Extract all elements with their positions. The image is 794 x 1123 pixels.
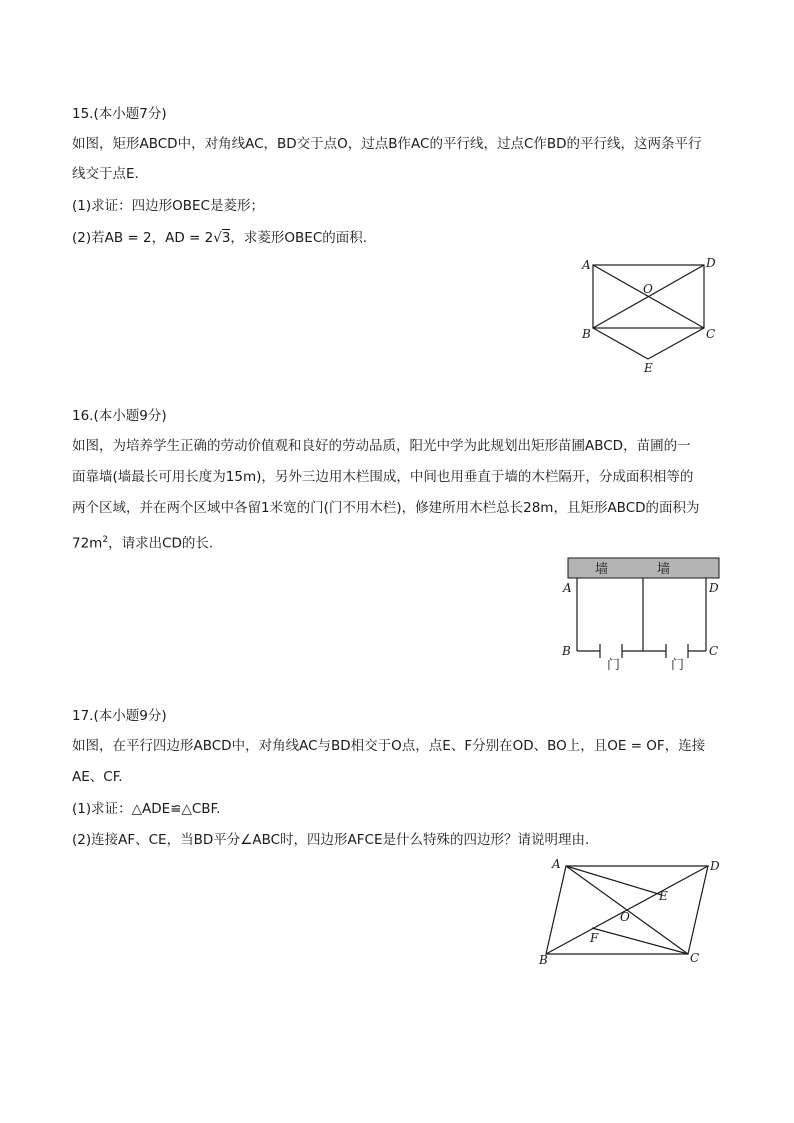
label-b: B xyxy=(582,327,591,341)
label-a: A xyxy=(582,258,591,272)
label-e: E xyxy=(644,361,653,375)
label-b: B xyxy=(562,644,571,658)
label-c: C xyxy=(706,327,716,341)
q16-stem-line2: 面靠墙(墙最长可用长度为15m)，另外三边用木栏围成，中间也用垂直于墙的木栏隔开，分成面积相等的 xyxy=(72,469,694,485)
q17-part2: (2)连接AF、CE，当BD平分∠ABC时，四边形AFCE是什么特殊的四边形？请说明理由. xyxy=(72,832,590,848)
q15-stem-line2: 线交于点E. xyxy=(72,166,139,182)
label-b: B xyxy=(539,953,548,967)
q15-part2-prefix: (2)若AB = 2，AD = 2 xyxy=(72,230,214,246)
door-label-right: 门 xyxy=(671,658,685,673)
label-c: C xyxy=(709,644,719,658)
label-o: O xyxy=(620,910,630,924)
q17-stem-line1: 如图，在平行四边形ABCD中，对角线AC与BD相交于O点，点E、F分别在OD、BO上，且OE = OF，连接 xyxy=(72,738,706,754)
q16-area-value: 72m xyxy=(72,535,103,552)
q16-stem-line1: 如图，为培养学生正确的劳动价值观和良好的劳动品质，阳光中学为此规划出矩形苗圃ABCD，苗圃的一 xyxy=(72,438,691,454)
q15-part1: (1)求证：四边形OBEC是菱形； xyxy=(72,198,264,214)
door-label-left: 门 xyxy=(607,658,621,673)
q15-part2 xyxy=(72,228,367,248)
wall-label-right: 墙 xyxy=(657,562,671,577)
q15-figure xyxy=(578,255,718,375)
label-a: A xyxy=(563,581,572,595)
q17-part1: (1)求证：△ADE≌△CBF. xyxy=(72,801,221,817)
q16-area-exponent: 2 xyxy=(102,535,109,545)
q15-stem-line1: 如图，矩形ABCD中，对角线AC，BD交于点O，过点B作AC的平行线，过点C作BD的平行线，这两条平行 xyxy=(72,136,702,152)
label-a: A xyxy=(552,857,561,871)
q16-stem-line4 xyxy=(72,530,213,554)
segment-cf xyxy=(592,928,688,954)
label-d: D xyxy=(709,581,719,595)
label-o: O xyxy=(643,282,653,296)
label-d: D xyxy=(706,256,716,270)
q15-part2-suffix: ，求菱形OBEC的面积. xyxy=(230,230,368,246)
segment-be xyxy=(593,328,648,359)
q17-figure xyxy=(535,855,725,970)
q16-figure xyxy=(555,555,725,675)
label-d: D xyxy=(710,859,720,873)
q15-part2-radicand: 3 xyxy=(221,230,231,246)
segment-ce xyxy=(648,328,704,359)
wall-label-left: 墙 xyxy=(595,562,609,577)
sqrt-sign: √ xyxy=(213,230,222,246)
segment-ae xyxy=(566,866,662,895)
q16-header: 16.(本小题9分) xyxy=(72,408,167,424)
label-e: E xyxy=(659,889,668,903)
q17-header: 17.(本小题9分) xyxy=(72,708,167,724)
q16-stem-line4-suffix: ，请求出CD的长. xyxy=(108,535,214,552)
q16-stem-line3: 两个区域，并在两个区域中各留1米宽的门(门不用木栏)，修建所用木栏总长28m，且矩形ABCD的面积为 xyxy=(72,500,700,516)
label-c: C xyxy=(690,951,700,965)
q17-stem-line2: AE、CF. xyxy=(72,769,123,785)
wall xyxy=(568,558,719,578)
label-f: F xyxy=(590,931,599,945)
q15-header: 15.(本小题7分) xyxy=(72,106,167,122)
